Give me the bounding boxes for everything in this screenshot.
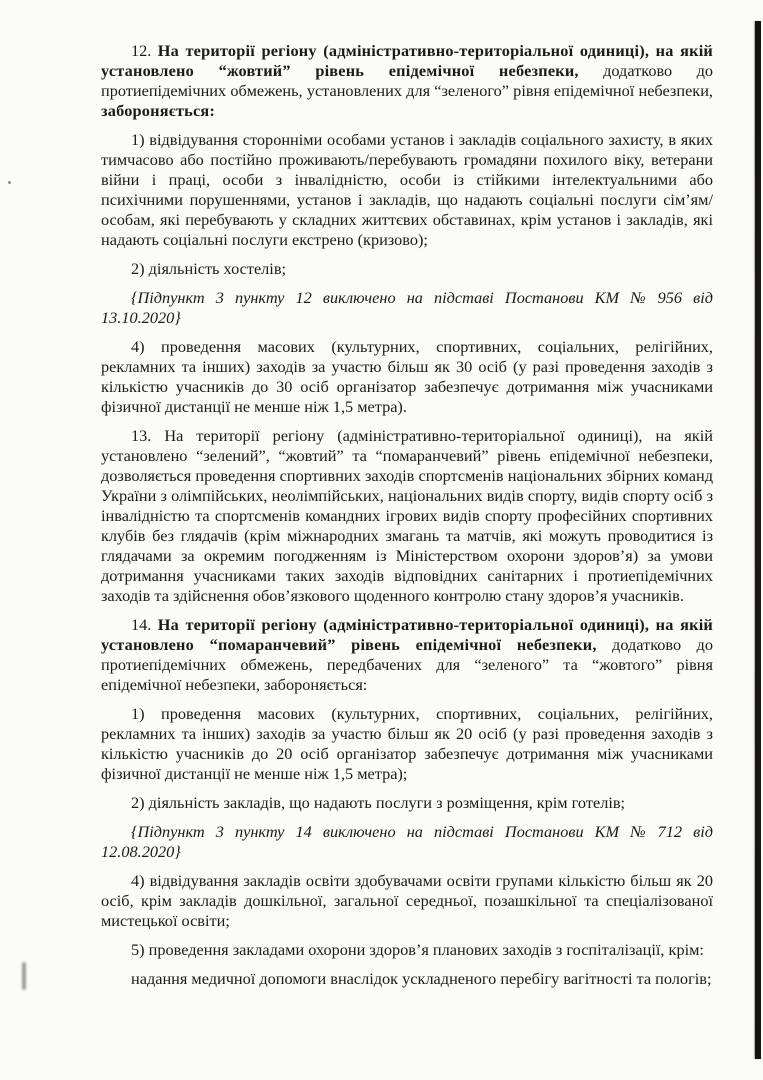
- p14-excluded-note: [101, 822, 724, 862]
- p13: [101, 426, 718, 606]
- text-run: 12.: [131, 41, 158, 60]
- text-run: 5) проведення закладами охорони здоров’я планових заходів з госпіталізації, крім:: [131, 940, 704, 959]
- text-run: 1) проведення масових (культурних, спортивних, соціальних, релігійних, рекламних та інших) заходів за участю більш як 20 осіб (у разі проведення заходів з кількістю учасників до 20 осіб організатор забезпечує дотримання між учасниками фізичної дистанції не менше ніж 1,5 метра);: [101, 704, 718, 783]
- text-run: додатково до протиепідемічних обмежень, установлених для “зеленого” рівня епідемічної небезпеки,: [101, 61, 718, 100]
- p12-excluded-note: [101, 288, 724, 328]
- text-run: додатково до протиепідемічних обмежень, передбачених для “зеленого” та “жовтого” рівня епідемічної небезпеки, забороняється:: [101, 635, 718, 694]
- scan-edge-artifact: [755, 21, 761, 1059]
- bold-text-run: На території регіону (адміністративно-територіальної одиниці), на якій установлено “помаранчевий” рівень епідемічної небезпеки,: [101, 615, 718, 654]
- text-run: {Підпункт 3 пункту 14 виключено на підставі Постанови КМ № 712 від 12.08.2020}: [101, 822, 724, 861]
- p12-item-1: [101, 130, 718, 250]
- text-run: {Підпункт 3 пункту 12 виключено на підставі Постанови КМ № 956 від 13.10.2020}: [101, 288, 724, 327]
- p12-item-4: [101, 337, 718, 417]
- p12-item-2: [101, 259, 713, 279]
- scan-dot-artifact: [8, 181, 11, 184]
- bold-text-run: забороняється:: [101, 101, 216, 120]
- p14-item-5-sub: [101, 969, 713, 989]
- p12-heading: [101, 41, 718, 121]
- p14-item-2: [101, 793, 713, 813]
- p14-item-4: [101, 871, 718, 931]
- text-run: 13. На території регіону (адміністративно-територіальної одиниці), на якій установлено “зелений”, “жовтий” та “помаранчевий” рівень епідемічної небезпеки, дозволяється проведення спортивних заходів спортсменів національних збірних команд України з олімпійських, неолімпійських, національних видів спорту, видів спорту осіб з інвалідністю та спортсменів командних ігрових видів спорту професійних спортивних клубів без глядачів (крім міжнародних змагань та матчів, які можуть проводитися із глядачами за окремим погодженням із Міністерством охорони здоров’я) за умови дотримання учасниками таких заходів відповідних санітарних і протиепідемічних заходів та здійснення обов’язкового щоденного контролю стану здоров’я учасників.: [101, 426, 718, 605]
- text-run: 14.: [131, 615, 158, 634]
- text-run: 4) проведення масових (культурних, спортивних, соціальних, релігійних, рекламних та інших) заходів за участю більш як 30 осіб (у разі проведення заходів з кількістю учасників до 30 осіб організатор забезпечує дотримання між учасниками фізичної дистанції не менше ніж 1,5 метра).: [101, 337, 718, 416]
- scan-smudge-artifact: [22, 962, 26, 990]
- document-text-block: [101, 41, 724, 989]
- text-run: 2) діяльність хостелів;: [131, 259, 287, 278]
- text-run: 4) відвідування закладів освіти здобувачами освіти групами кількістю більш як 20 осіб, крім закладів дошкільної, загальної середньої, позашкільної та спеціалізованої мистецької освіти;: [101, 871, 718, 930]
- text-run: 1) відвідування сторонніми особами установ і закладів соціального захисту, в яких тимчасово або постійно проживають/перебувають громадяни похилого віку, ветерани війни і праці, особи з інвалідністю, особи із стійкими інтелектуальними або психічними порушеннями, установ і закладів, що надають соціальні послуги сім’ям/особам, які перебувають у складних життєвих обставинах, крім установ і закладів, які надають соціальні послуги екстрено (кризово);: [101, 130, 718, 249]
- p14-heading: [101, 615, 718, 695]
- p14-item-5: [101, 940, 713, 960]
- p14-item-1: [101, 704, 718, 784]
- text-run: надання медичної допомоги внаслідок ускладненого перебігу вагітності та пологів;: [131, 969, 712, 988]
- text-run: 2) діяльність закладів, що надають послуги з розміщення, крім готелів;: [131, 793, 626, 812]
- bold-text-run: На території регіону (адміністративно-територіальної одиниці), на якій установлено “жовтий” рівень епідемічної небезпеки,: [101, 41, 718, 80]
